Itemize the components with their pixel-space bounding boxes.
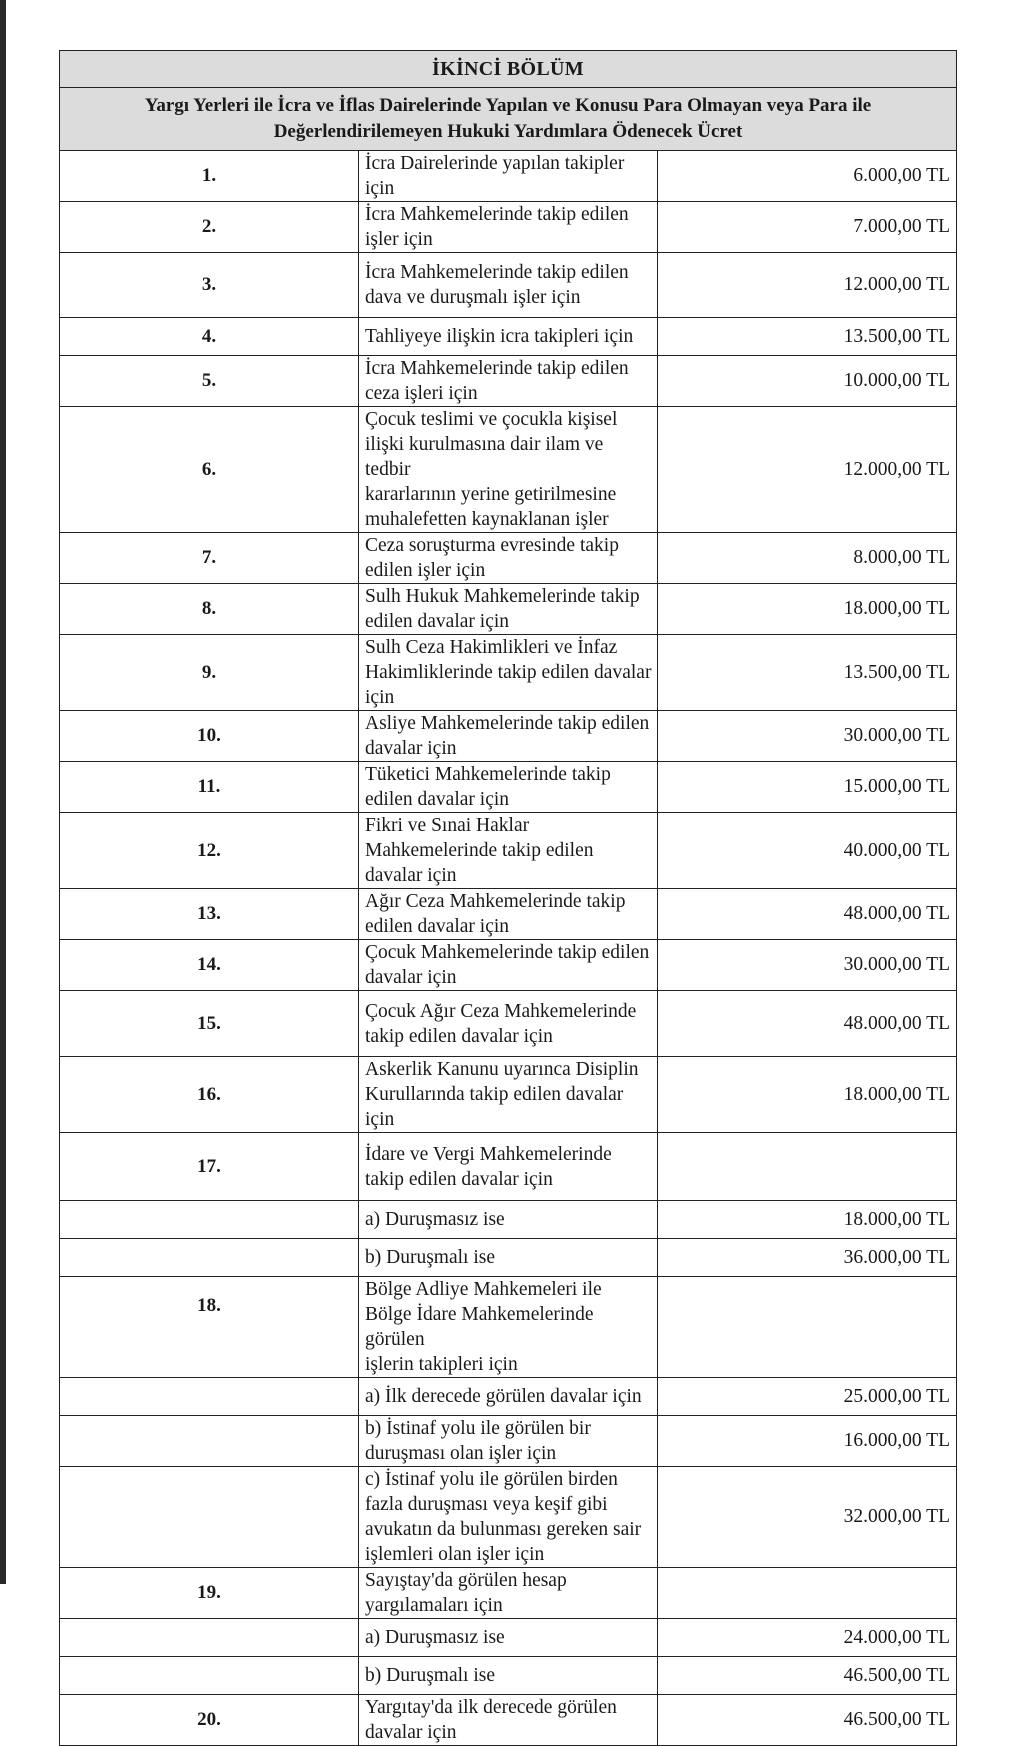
table-row [60,1416,957,1467]
row-number: 5. [60,356,359,407]
row-description-line-1: Sulh Ceza Hakimlikleri ve İnfaz Hakimliklerinde takip edilen davalar [365,637,652,683]
row-amount: 10.000,00 TL [658,356,957,407]
table-row [60,1201,957,1239]
row-number: 18. [60,1277,359,1378]
row-amount: 48.000,00 TL [658,889,957,940]
row-description-line-2: avukatın da bulunması gereken sair işlemleri olan işler için [365,1519,642,1565]
row-description [359,635,658,711]
row-amount: 30.000,00 TL [658,940,957,991]
row-amount: 30.000,00 TL [658,711,957,762]
table-row [60,1695,957,1746]
row-amount: 25.000,00 TL [658,1378,957,1416]
row-number [60,1416,359,1467]
row-number: 11. [60,762,359,813]
row-number: 15. [60,991,359,1057]
row-number [60,1467,359,1568]
table-row [60,1657,957,1695]
table-row [60,318,957,356]
table-row [60,151,957,202]
table-row [60,711,957,762]
row-description: a) Duruşmasız ise [359,1619,658,1657]
table-title [60,88,957,151]
row-description: Fikri ve Sınai Haklar Mahkemelerinde takip edilen davalar için [359,813,658,889]
row-description-line-2: işlerin takipleri için [365,1354,518,1375]
row-description: b) Duruşmalı ise [359,1239,658,1277]
row-number: 14. [60,940,359,991]
table-row [60,940,957,991]
row-amount: 18.000,00 TL [658,584,957,635]
row-description: Ağır Ceza Mahkemelerinde takip edilen davalar için [359,889,658,940]
table-row [60,991,957,1057]
table-row [60,1378,957,1416]
row-description: Çocuk Mahkemelerinde takip edilen davalar için [359,940,658,991]
row-description [359,1057,658,1133]
row-number [60,1619,359,1657]
table-row [60,1568,957,1619]
row-amount: 16.000,00 TL [658,1416,957,1467]
row-number: 17. [60,1133,359,1201]
row-number: 9. [60,635,359,711]
row-number: 4. [60,318,359,356]
row-number [60,1201,359,1239]
table-row [60,1619,957,1657]
row-description: İcra Mahkemelerinde takip edilen işler için [359,202,658,253]
row-description: a) Duruşmasız ise [359,1201,658,1239]
row-description: Çocuk Ağır Ceza Mahkemelerinde takip edilen davalar için [359,991,658,1057]
row-description: Yargıtay'da ilk derecede görülen davalar için [359,1695,658,1746]
row-amount: 36.000,00 TL [658,1239,957,1277]
row-amount: 40.000,00 TL [658,813,957,889]
section-title: İKİNCİ BÖLÜM [60,51,957,88]
row-number [60,1239,359,1277]
table-row [60,253,957,318]
row-number [60,1378,359,1416]
row-description [359,407,658,533]
row-amount: 6.000,00 TL [658,151,957,202]
row-number: 10. [60,711,359,762]
row-description: a) İlk derecede görülen davalar için [359,1378,658,1416]
row-amount [658,1568,957,1619]
row-amount: 32.000,00 TL [658,1467,957,1568]
row-amount: 13.500,00 TL [658,635,957,711]
header-section-row [60,51,957,88]
row-number: 2. [60,202,359,253]
header-subtitle-row [60,88,957,151]
row-description: Asliye Mahkemelerinde takip edilen davalar için [359,711,658,762]
row-number: 6. [60,407,359,533]
row-description: Sayıştay'da görülen hesap yargılamaları için [359,1568,658,1619]
table-row [60,407,957,533]
row-description-line-1: Çocuk teslimi ve çocukla kişisel ilişki kurulmasına dair ilam ve tedbir [365,409,618,480]
table-row [60,1057,957,1133]
row-amount: 13.500,00 TL [658,318,957,356]
row-description-line-1: Askerlik Kanunu uyarınca Disiplin Kurullarında takip edilen davalar [365,1059,639,1105]
page-left-edge [0,0,6,1584]
row-description: İcra Mahkemelerinde takip edilen dava ve duruşmalı işler için [359,253,658,318]
row-number: 3. [60,253,359,318]
table-row [60,1239,957,1277]
row-number: 8. [60,584,359,635]
row-description-line-2: kararlarının yerine getirilmesine muhalefetten kaynaklanan işler [365,484,617,530]
row-description: Tüketici Mahkemelerinde takip edilen davalar için [359,762,658,813]
table-row [60,533,957,584]
row-number [60,1657,359,1695]
row-amount: 12.000,00 TL [658,253,957,318]
row-amount: 46.500,00 TL [658,1657,957,1695]
row-number: 13. [60,889,359,940]
row-number: 20. [60,1695,359,1746]
row-description: İcra Mahkemelerinde takip edilen ceza işleri için [359,356,658,407]
table-row [60,1277,957,1378]
row-description-line-1: c) İstinaf yolu ile görülen birden fazla duruşması veya keşif gibi [365,1469,618,1515]
table-row [60,1133,957,1201]
row-description: İcra Dairelerinde yapılan takipler için [359,151,658,202]
row-number: 1. [60,151,359,202]
row-amount: 12.000,00 TL [658,407,957,533]
row-amount: 46.500,00 TL [658,1695,957,1746]
table-row [60,584,957,635]
row-description: b) Duruşmalı ise [359,1657,658,1695]
row-description: Sulh Hukuk Mahkemelerinde takip edilen davalar için [359,584,658,635]
row-amount: 18.000,00 TL [658,1057,957,1133]
row-description-line-2: için [365,687,395,708]
row-amount: 48.000,00 TL [658,991,957,1057]
row-amount: 7.000,00 TL [658,202,957,253]
table-row [60,356,957,407]
row-description: b) İstinaf yolu ile görülen bir duruşması olan işler için [359,1416,658,1467]
row-amount: 18.000,00 TL [658,1201,957,1239]
row-description: Ceza soruşturma evresinde takip edilen işler için [359,533,658,584]
row-amount: 24.000,00 TL [658,1619,957,1657]
row-description: İdare ve Vergi Mahkemelerinde takip edilen davalar için [359,1133,658,1201]
row-description-line-2: için [365,1109,395,1130]
table-row [60,202,957,253]
row-description [359,1277,658,1378]
row-description-line-1: Bölge Adliye Mahkemeleri ile Bölge İdare Mahkemelerinde görülen [365,1279,602,1350]
row-amount: 15.000,00 TL [658,762,957,813]
row-amount [658,1133,957,1201]
row-number: 7. [60,533,359,584]
table-title-line-2: Değerlendirilemeyen Hukuki Yardımlara Ödenecek Ücret [273,121,743,142]
table-row [60,635,957,711]
row-number: 16. [60,1057,359,1133]
table-row [60,1467,957,1568]
table-row [60,889,957,940]
row-number: 12. [60,813,359,889]
fee-table [59,50,957,1746]
row-amount: 8.000,00 TL [658,533,957,584]
row-description: Tahliyeye ilişkin icra takipleri için [359,318,658,356]
table-row [60,813,957,889]
row-amount [658,1277,957,1378]
row-description [359,1467,658,1568]
row-number: 19. [60,1568,359,1619]
table-row [60,762,957,813]
table-title-line-1: Yargı Yerleri ile İcra ve İflas Dairelerinde Yapılan ve Konusu Para Olmayan veya Para ile [144,95,872,116]
